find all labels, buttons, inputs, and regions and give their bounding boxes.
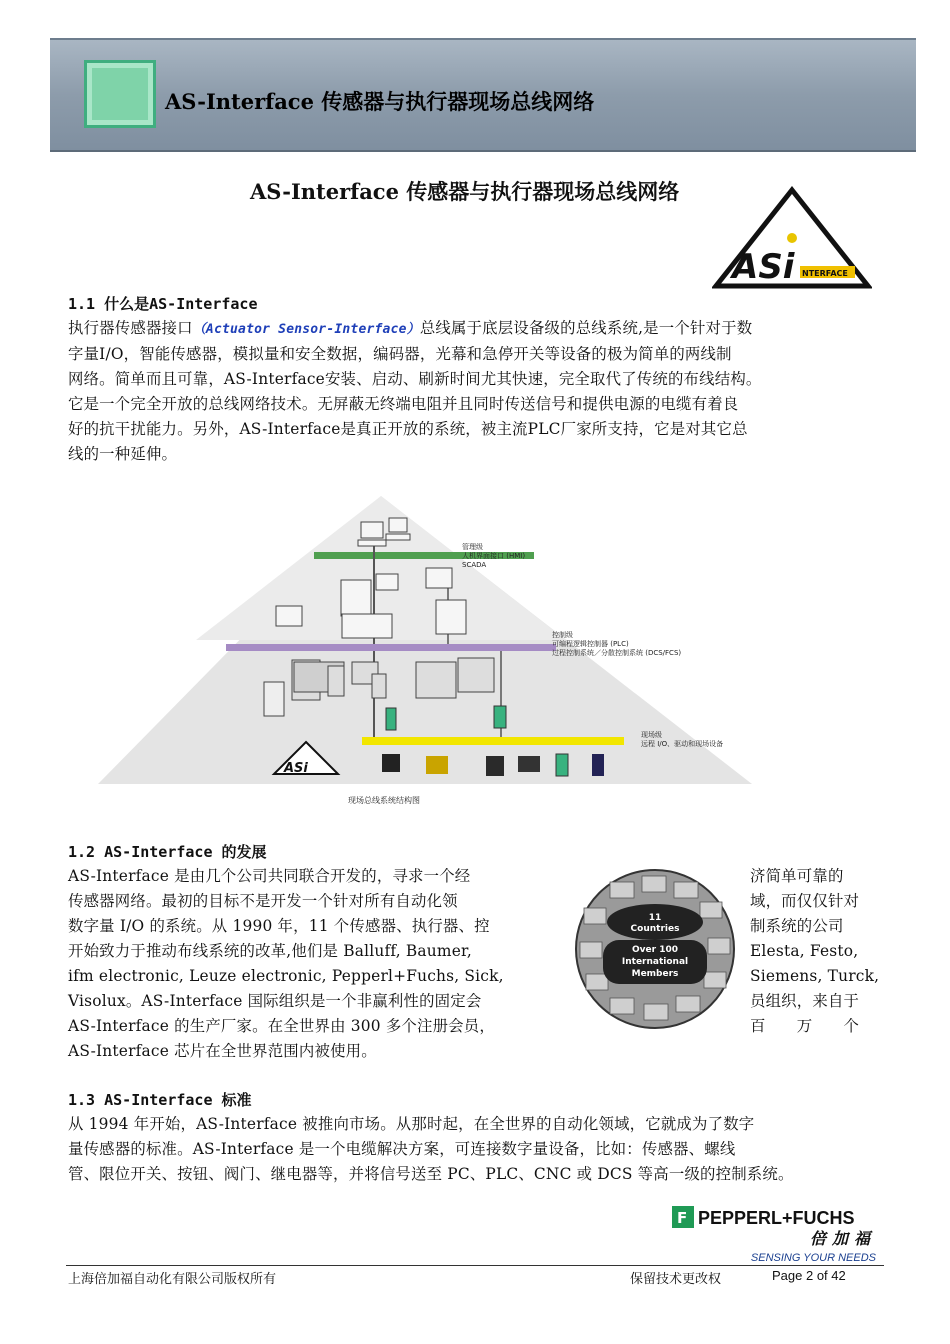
level-label: 控制级 [552,631,573,639]
plc-bus [226,644,556,651]
svg-text:倍加福: 倍加福 [809,1229,876,1248]
header-banner [50,38,916,152]
footer-rights: 保留技术更改权 [630,1272,722,1287]
footer-rule [66,1265,884,1266]
pepperl-fuchs-logo [672,1206,882,1266]
section-2-body-left [68,864,564,1064]
svg-text:International: International [621,957,689,967]
asi-logo [712,186,872,290]
s2-line: ifm electronic, Leuze electronic, Pepperl+Fuchs, Sick, [68,967,504,985]
section-3-body [68,1112,794,1187]
svg-text:11: 11 [648,913,662,923]
s2-line: 数字量 I/O 的系统。从 1990 年，11 个传感器、执行器、控 [68,917,490,935]
section-1-body [68,316,762,467]
s2-line: 传感器网络。最初的目标不是开发一个针对所有自动化领 [68,892,458,910]
s2-line: AS-Interface 芯片在全世界范围内被使用。 [68,1042,377,1060]
diagram-caption: 现场总线系统结构图 [348,796,420,805]
s2-right-line: 制系统的公司 [750,917,844,935]
s2-right-line: 员组织，来自于 [750,992,860,1010]
svg-text:Members: Members [631,969,679,979]
level-label: 过程控制系统／分散控制系统 (DCS/FCS) [552,649,682,657]
svg-text:NTERFACE: NTERFACE [802,269,848,278]
s3-line: 量传感器的标准。AS-Interface 是一个电缆解决方案，可连接数字量设备，比如：传感器、螺线 [68,1140,736,1158]
svg-text:ASi: ASi [732,247,795,287]
s2-line: AS-Interface 的生产厂家。在全世界由 300 多个注册会员， [68,1017,495,1035]
s1-line1-em: （Actuator Sensor-Interface） [192,322,420,337]
pyramid-level-management [462,543,525,570]
svg-text:Over 100: Over 100 [632,945,678,955]
section-2-heading: 1.2 AS-Interface 的发展 [68,843,267,861]
international-members-badge [570,868,740,1030]
svg-text:SENSING YOUR NEEDS: SENSING YOUR NEEDS [750,1252,876,1264]
s1-line: 它是一个完全开放的总线网络技术。无屏蔽无终端电阻并且同时传送信号和提供电源的电缆有着良 [68,395,739,413]
level-label: SCADA [462,561,487,569]
level-label: 管理级 [462,543,483,551]
s2-right-line: Siemens, Turck, [750,967,880,985]
footer-copyright: 上海倍加福自动化有限公司版权所有 [68,1272,277,1287]
s1-line: 字量I/O，智能传感器，模拟量和安全数据，编码器，光幕和急停开关等设备的极为简单的两线制 [68,345,732,363]
s2-right-line: Elesta, Festo, [750,942,859,960]
s1-line1-b: 总线属于底层设备级的总线系统,是一个针对于数 [419,319,753,337]
s1-line1-a: 执行器传感器接口 [68,319,193,337]
pyramid-level-control [552,631,681,658]
s3-line: 从 1994 年开始，AS-Interface 被推向市场。从那时起，在全世界的自动化领域，它就成为了数字 [68,1115,755,1133]
banner-logo-square [84,60,156,128]
header-title: AS-Interface 传感器与执行器现场总线网络 [165,89,595,114]
svg-text:ASi: ASi [284,761,308,776]
pyramid-level-field [641,731,723,749]
section-3-heading: 1.3 AS-Interface 标准 [68,1091,252,1109]
page-number: Page 2 of 42 [772,1268,846,1283]
s2-right-line: 百 万 个 [750,1017,860,1035]
level-label: 可编程逻辑控制器 (PLC) [552,640,629,648]
s2-right-line: 域，而仅仅针对 [750,892,860,910]
section-1-heading: 1.1 什么是AS-Interface [68,295,258,313]
s2-line: Visolux。AS-Interface 国际组织是一个非赢利性的固定会 [68,992,482,1010]
s1-line: 网络。简单而且可靠，AS-Interface安装、启动、刷新时间尤其快速，完全取代了传统的布线结构。 [68,370,762,388]
svg-text:PEPPERL+FUCHS: PEPPERL+FUCHS [698,1208,855,1228]
s2-line: AS-Interface 是由几个公司共同联合开发的，寻求一个经 [68,867,471,885]
svg-text:Countries: Countries [630,924,680,934]
svg-text:F: F [677,1209,688,1227]
s3-line: 管、限位开关、按钮、阀门、继电器等，并将信号送至 PC、PLC、CNC 或 DCS 等高一级的控制系统。 [68,1165,794,1183]
s2-line: 开始致力于推动布线系统的改革,他们是 Balluff, Baumer, [68,942,472,960]
document-title: AS-Interface 传感器与执行器现场总线网络 [250,179,680,204]
level-label: 现场级 [641,731,662,739]
field-bus [362,737,624,745]
s1-line: 线的一种延伸。 [68,445,178,463]
level-label: 人机界面接口 (HMI) [462,552,526,560]
section-2-body-right [750,864,879,1039]
s2-right-line: 济简单可靠的 [750,867,844,885]
level-label: 远程 I/O、驱动和现场设备 [641,740,724,748]
s1-line: 好的抗干扰能力。另外，AS-Interface是真正开放的系统，被主流PLC厂家所支持，它是对其它总 [68,420,748,438]
